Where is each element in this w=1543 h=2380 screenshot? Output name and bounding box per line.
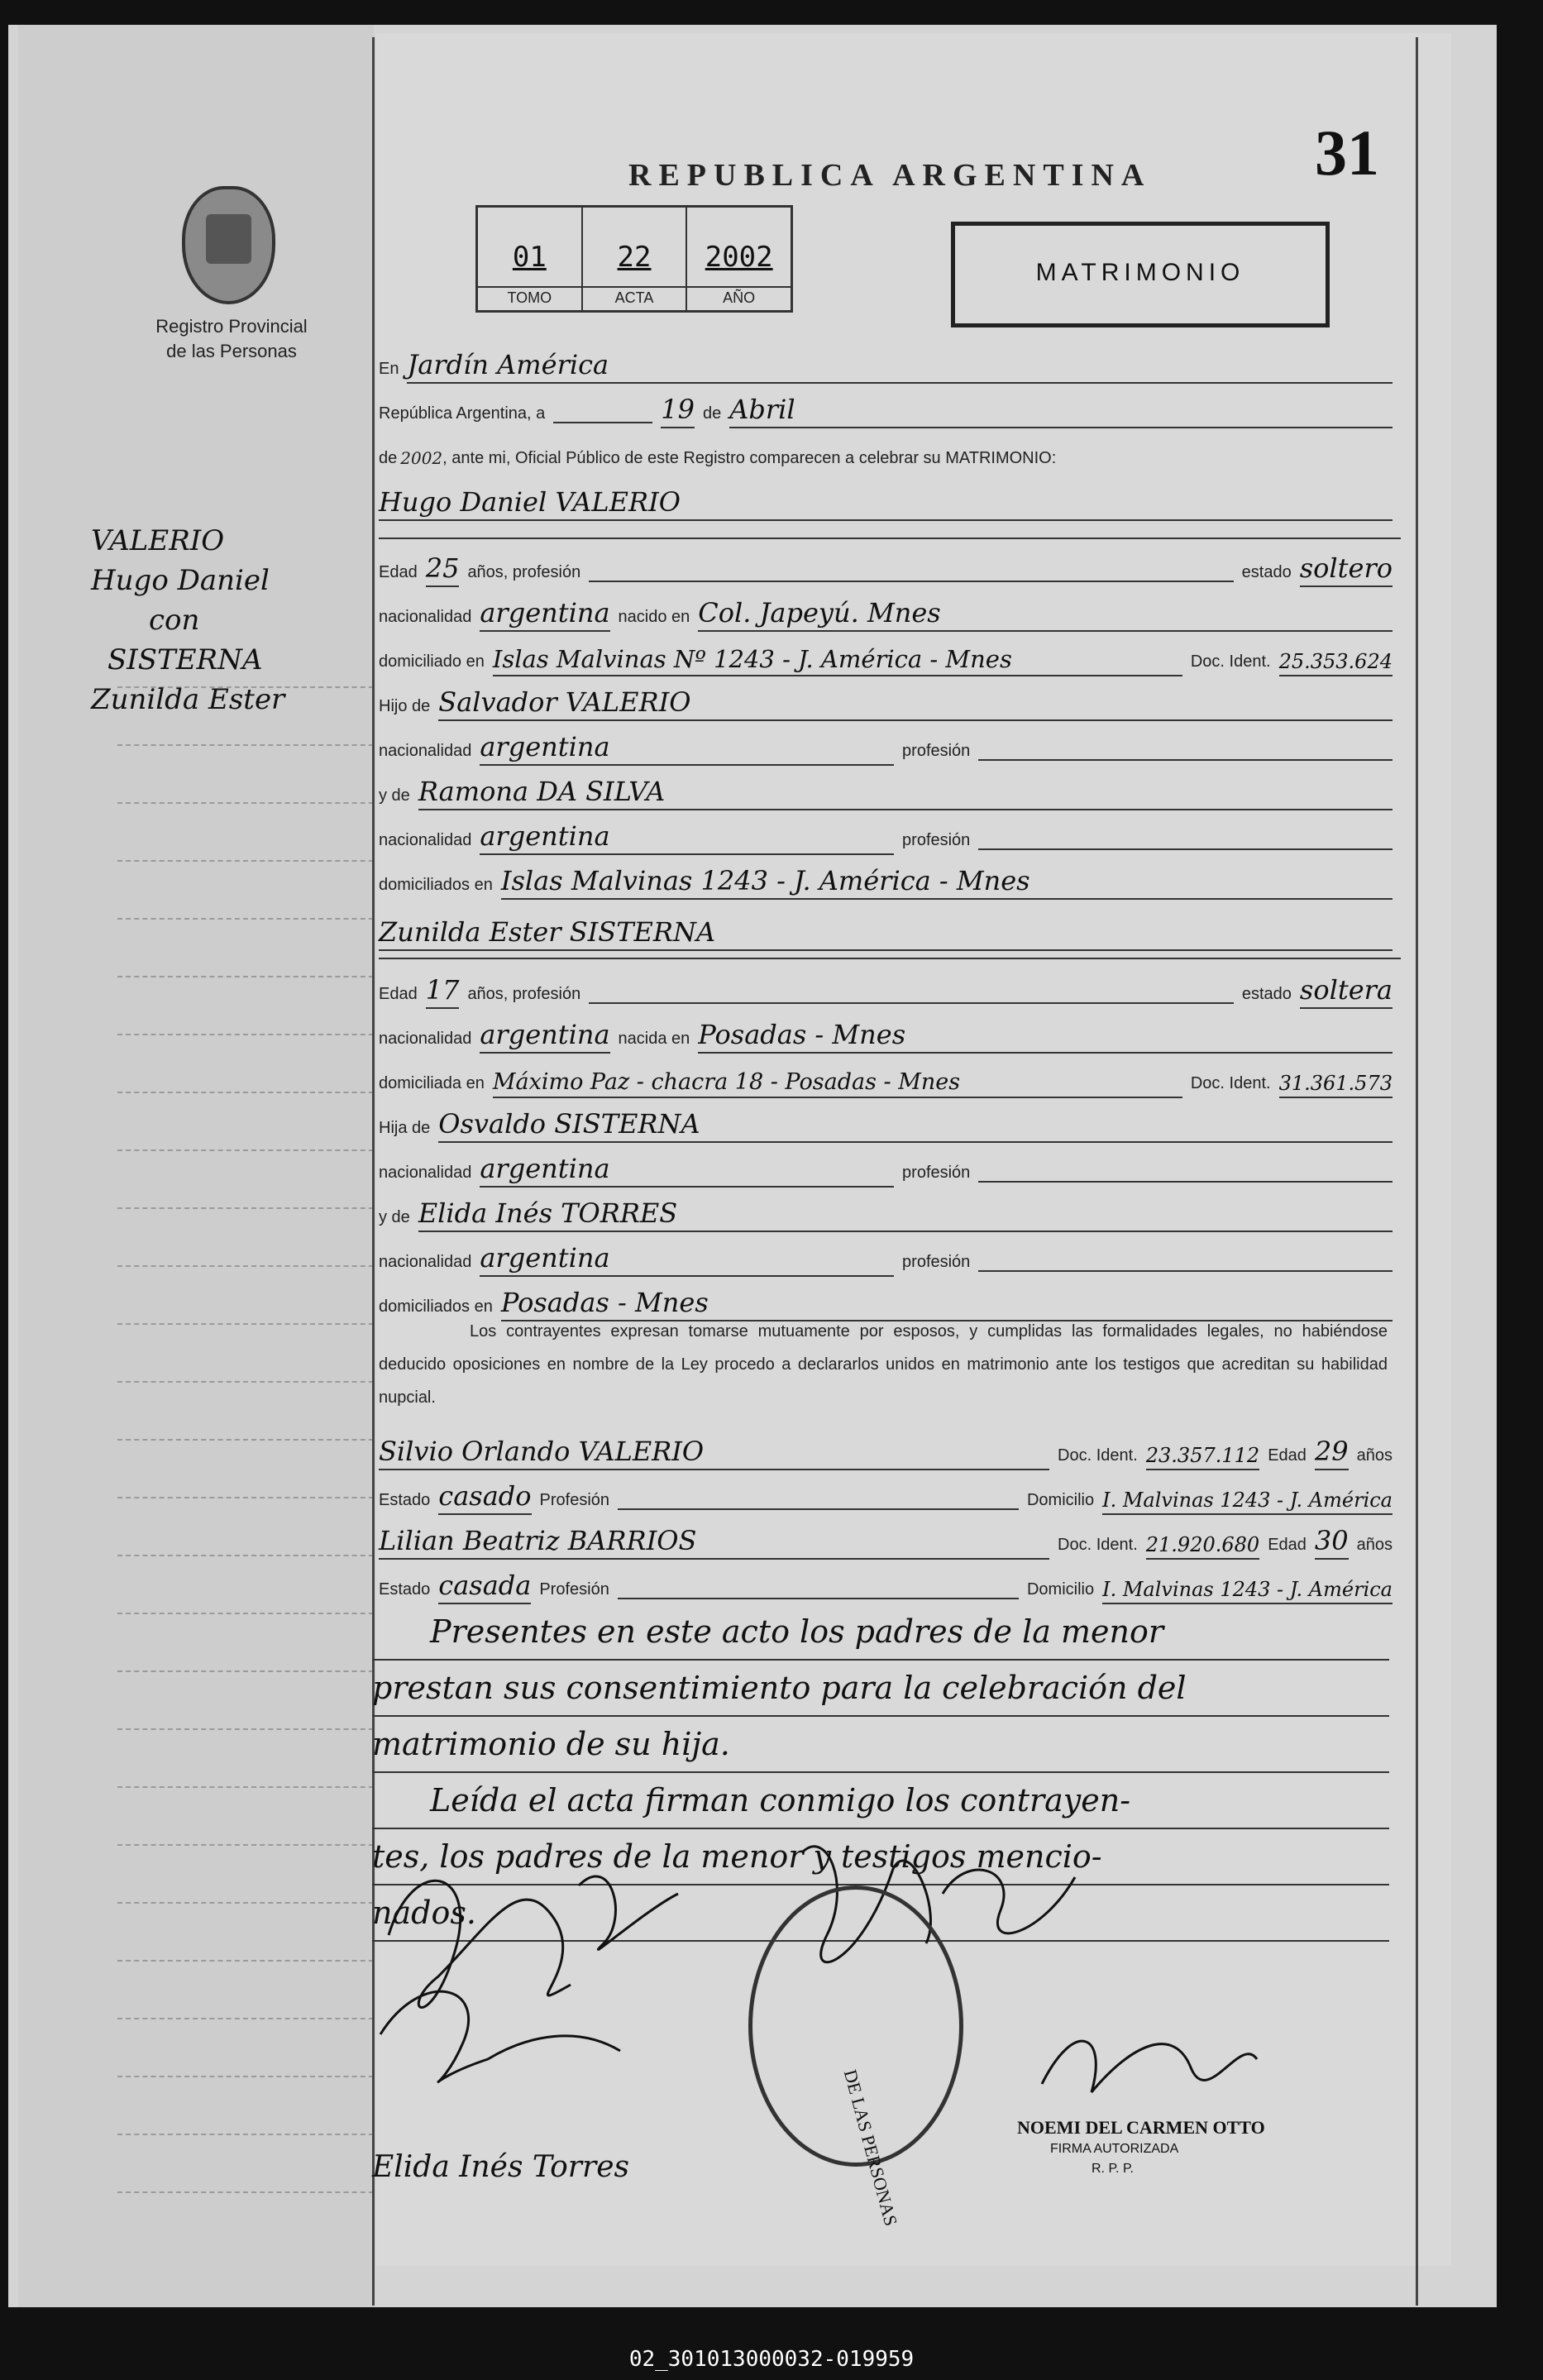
official-name: NOEMI DEL CARMEN OTTO (1017, 2117, 1265, 2138)
groom-parents-address: Islas Malvinas 1243 - J. América - Mnes (501, 865, 1393, 900)
republica-label: República Argentina, a (379, 404, 546, 423)
nacido-label: nacido en (618, 608, 690, 626)
place-value: Jardín América (407, 349, 1393, 384)
edad-label: Edad (379, 563, 418, 581)
month-value: Abril (729, 394, 1393, 428)
registry-line-1: Registro Provincial (155, 316, 308, 337)
domics-label: domiciliados en (379, 1298, 493, 1316)
bride-address: Máximo Paz - chacra 18 - Posadas - Mnes (493, 1069, 1182, 1098)
bride-parents-address: Posadas - Mnes (501, 1287, 1393, 1321)
edad-label: Edad (379, 985, 418, 1003)
hijo-label: Hijo de (379, 697, 431, 715)
ruled-line (117, 802, 382, 804)
de-label: de (702, 404, 722, 423)
margin-note-line: Hugo Daniel (91, 564, 270, 597)
registry-line-2: de las Personas (166, 341, 297, 361)
domicilio-label: Domicilio (1026, 1491, 1095, 1509)
groom-mother-nat-row (379, 812, 1401, 855)
section-divider (379, 538, 1401, 539)
blank-line (978, 847, 1393, 850)
nac-label: nacionalidad (379, 831, 472, 849)
blank-line (589, 579, 1233, 582)
record-type: MATRIMONIO (1035, 259, 1245, 286)
witness-1-estado: casado (438, 1480, 531, 1515)
nac-label: nacionalidad (379, 1030, 472, 1048)
signature-area (364, 1819, 1414, 2229)
domicilio-label: Domicilio (1026, 1580, 1095, 1599)
groom-name: Hugo Daniel VALERIO (379, 486, 1393, 521)
nacida-label: nacida en (618, 1030, 690, 1048)
witness-2-row (379, 1517, 1401, 1560)
ruled-line (117, 860, 382, 862)
nac-label: nacionalidad (379, 608, 472, 626)
bride-father-nationality: argentina (480, 1153, 894, 1188)
note-line: prestan sus consentimiento para la celebración del (372, 1661, 1389, 1717)
note-line: Presentes en este acto los padres de la menor (372, 1604, 1389, 1661)
ruled-line (117, 1844, 382, 1846)
estado-label: Estado (379, 1580, 431, 1599)
registry-name (124, 314, 339, 364)
witness-2-address: I. Malvinas 1243 - J. América (1102, 1578, 1393, 1604)
blank-line (978, 1269, 1393, 1272)
ruled-line (117, 2191, 382, 2193)
ruled-line (117, 1265, 382, 1267)
stamp-text: DE LAS PERSONAS (839, 2067, 902, 2229)
bride-nat-row (379, 1011, 1401, 1054)
blank-line (618, 1507, 1019, 1510)
official-office: R. P. P. (1092, 2162, 1134, 2176)
groom-father-row (379, 678, 1401, 721)
groom-estado: soltero (1300, 552, 1393, 587)
bride-mother-nat-row (379, 1234, 1401, 1277)
estado-label: estado (1241, 985, 1292, 1003)
witness-1-row (379, 1427, 1401, 1470)
bride-nationality: argentina (480, 1019, 609, 1054)
place-row (379, 341, 1401, 384)
mother-signature: Elida Inés Torres (372, 2150, 629, 2184)
bride-doc: 31.361.573 (1279, 1072, 1393, 1098)
doc-label: Doc. Ident. (1190, 652, 1271, 671)
acta-value: 22 (617, 241, 652, 274)
ruled-line (117, 1439, 382, 1441)
bride-mother-nationality: argentina (480, 1242, 894, 1277)
groom-father: Salvador VALERIO (438, 686, 1393, 721)
margin-note-line: SISTERNA (107, 643, 263, 676)
groom-age: 25 (426, 552, 460, 587)
bride-birthplace: Posadas - Mnes (698, 1019, 1393, 1054)
groom-mother-nationality: argentina (480, 820, 894, 855)
witness-1-details-row (379, 1472, 1401, 1515)
note-line: nados. (372, 1885, 1389, 1942)
page-number: 31 (1315, 117, 1379, 189)
bride-name: Zunilda Ester SISTERNA (379, 916, 1393, 951)
prof-label: Profesión (539, 1580, 609, 1599)
ruled-line (117, 2076, 382, 2077)
groom-birthplace: Col. Japeyú. Mnes (698, 597, 1393, 632)
domic-label: domiciliada en (379, 1074, 485, 1092)
bride-estado: soltera (1300, 974, 1393, 1009)
nac-label: nacionalidad (379, 742, 472, 760)
ruled-line (117, 1323, 382, 1325)
domic-label: domiciliado en (379, 652, 485, 671)
ruled-line (117, 1149, 382, 1151)
year-label: AÑO (687, 286, 791, 307)
witness-2-details-row (379, 1561, 1401, 1604)
prof-label: profesión (902, 1253, 971, 1271)
acta-cell (583, 208, 688, 310)
nac-label: nacionalidad (379, 1253, 472, 1271)
country-title: REPUBLICA ARGENTINA (628, 158, 1152, 193)
witness-2-doc: 21.920.680 (1146, 1533, 1259, 1560)
groom-nationality: argentina (480, 597, 609, 632)
bride-father-row (379, 1100, 1401, 1143)
estado-label: estado (1241, 563, 1292, 581)
prof-label: Profesión (539, 1491, 610, 1509)
bride-name-row (379, 908, 1401, 951)
groom-father-nat-row (379, 723, 1401, 766)
note-line: tes, los padres de la menor y testigos mencio- (372, 1829, 1389, 1885)
witness-1-age: 29 (1315, 1436, 1349, 1470)
right-rule (1416, 37, 1418, 2306)
groom-name-row (379, 478, 1401, 521)
prof-label: profesión (902, 1164, 971, 1182)
groom-age-row (379, 544, 1401, 587)
ruled-line (117, 1381, 382, 1383)
margin-note-line: Zunilda Ester (91, 683, 285, 716)
bride-father-nat-row (379, 1145, 1401, 1188)
ruled-line (117, 1034, 382, 1035)
groom-mother-row (379, 767, 1401, 810)
intro-text: , ante mi, Oficial Público de este Registro comparecen a celebrar su MATRIMONIO: (442, 449, 1057, 467)
witness-1-name: Silvio Orlando VALERIO (379, 1436, 1049, 1470)
year-handwritten: 2002 (400, 448, 443, 468)
ruled-line (117, 1786, 382, 1788)
anos-label: años (1356, 1446, 1393, 1465)
declaration-text: Los contrayentes expresan tomarse mutuamente por esposos, y cumplidas las formalidades legales, no habiéndose deducido oposiciones en nombre de la Ley procedo a declararlos unidos en matrimonio ante los testigos que acreditan su habilidad nupcial. (379, 1322, 1388, 1407)
blank-line (618, 1596, 1019, 1599)
blank-line (978, 757, 1393, 761)
blank-line (589, 1001, 1234, 1004)
ruled-line (117, 1207, 382, 1209)
ruled-line (117, 1613, 382, 1614)
groom-mother: Ramona DA SILVA (418, 776, 1393, 810)
ruled-line (117, 976, 382, 977)
tomo-acta-year-box (475, 205, 793, 313)
groom-parents-address-row (379, 857, 1401, 900)
estado-label: Estado (379, 1491, 431, 1509)
en-label: En (379, 360, 399, 378)
witness-2-estado: casada (438, 1570, 531, 1604)
edad-label: Edad (1268, 1536, 1307, 1554)
acta-label: ACTA (583, 286, 686, 307)
doc-label: Doc. Ident. (1058, 1536, 1138, 1554)
doc-label: Doc. Ident. (1190, 1074, 1271, 1092)
province-seal-icon (182, 186, 275, 304)
anos-label: años, profesión (467, 563, 581, 581)
nac-label: nacionalidad (379, 1164, 472, 1182)
intro-text-row (379, 430, 1401, 473)
section-divider (379, 958, 1401, 959)
official-title: FIRMA AUTORIZADA (1050, 2142, 1179, 2156)
ruled-line (117, 1728, 382, 1730)
ruled-line (117, 744, 382, 746)
tomo-value: 01 (512, 241, 547, 274)
prof-label: profesión (902, 742, 971, 760)
edad-label: Edad (1268, 1446, 1307, 1465)
witness-1-doc: 23.357.112 (1146, 1444, 1259, 1470)
hija-label: Hija de (379, 1119, 431, 1137)
record-type-box (951, 222, 1330, 327)
year-prefix: de (379, 449, 398, 467)
margin-note-line: con (149, 604, 200, 637)
left-margin-column (18, 25, 374, 2307)
anos-label: años, profesión (467, 985, 581, 1003)
bride-address-row (379, 1055, 1401, 1098)
ruled-line (117, 1497, 382, 1498)
bride-age: 17 (426, 974, 460, 1009)
groom-father-nationality: argentina (480, 731, 894, 766)
tomo-label: TOMO (478, 286, 581, 307)
groom-doc: 25.353.624 (1279, 650, 1393, 676)
note-line: matrimonio de su hija. (372, 1717, 1389, 1773)
ruled-line (117, 1555, 382, 1556)
prof-label: profesión (902, 831, 971, 849)
bride-mother: Elida Inés TORRES (418, 1197, 1393, 1232)
witness-1-address: I. Malvinas 1243 - J. América (1102, 1489, 1393, 1515)
note-line: Leída el acta firman conmigo los contrayen- (372, 1773, 1389, 1829)
blank-line (978, 1179, 1393, 1183)
witness-2-age: 30 (1315, 1525, 1349, 1560)
groom-nat-row (379, 589, 1401, 632)
bride-mother-row (379, 1189, 1401, 1232)
ruled-line (117, 2018, 382, 2019)
ruled-line (117, 1902, 382, 1904)
scan-id: 02_301013000032-019959 (628, 2347, 915, 2372)
tomo-cell (478, 208, 583, 310)
date-row (379, 385, 1401, 428)
anos-label: años (1356, 1536, 1393, 1554)
margin-annotation (91, 521, 356, 719)
groom-address-row (379, 633, 1401, 676)
day-value: 19 (661, 394, 695, 428)
ruled-line (117, 1670, 382, 1672)
bride-age-row (379, 966, 1401, 1009)
margin-note-line: VALERIO (91, 524, 225, 557)
domics-label: domiciliados en (379, 876, 493, 894)
doc-label: Doc. Ident. (1058, 1446, 1138, 1465)
year-value: 2002 (705, 241, 773, 274)
ruled-line (117, 1092, 382, 1093)
ruled-line (117, 918, 382, 920)
witness-2-name: Lilian Beatriz BARRIOS (379, 1525, 1049, 1560)
y-de-label: y de (379, 786, 410, 805)
blank-line (553, 420, 652, 423)
ruled-line (117, 1960, 382, 1962)
ruled-line (117, 2134, 382, 2135)
bride-father: Osvaldo SISTERNA (438, 1108, 1393, 1143)
year-cell (687, 208, 791, 310)
y-de-label: y de (379, 1208, 410, 1226)
groom-address: Islas Malvinas Nº 1243 - J. América - Mnes (493, 645, 1182, 676)
